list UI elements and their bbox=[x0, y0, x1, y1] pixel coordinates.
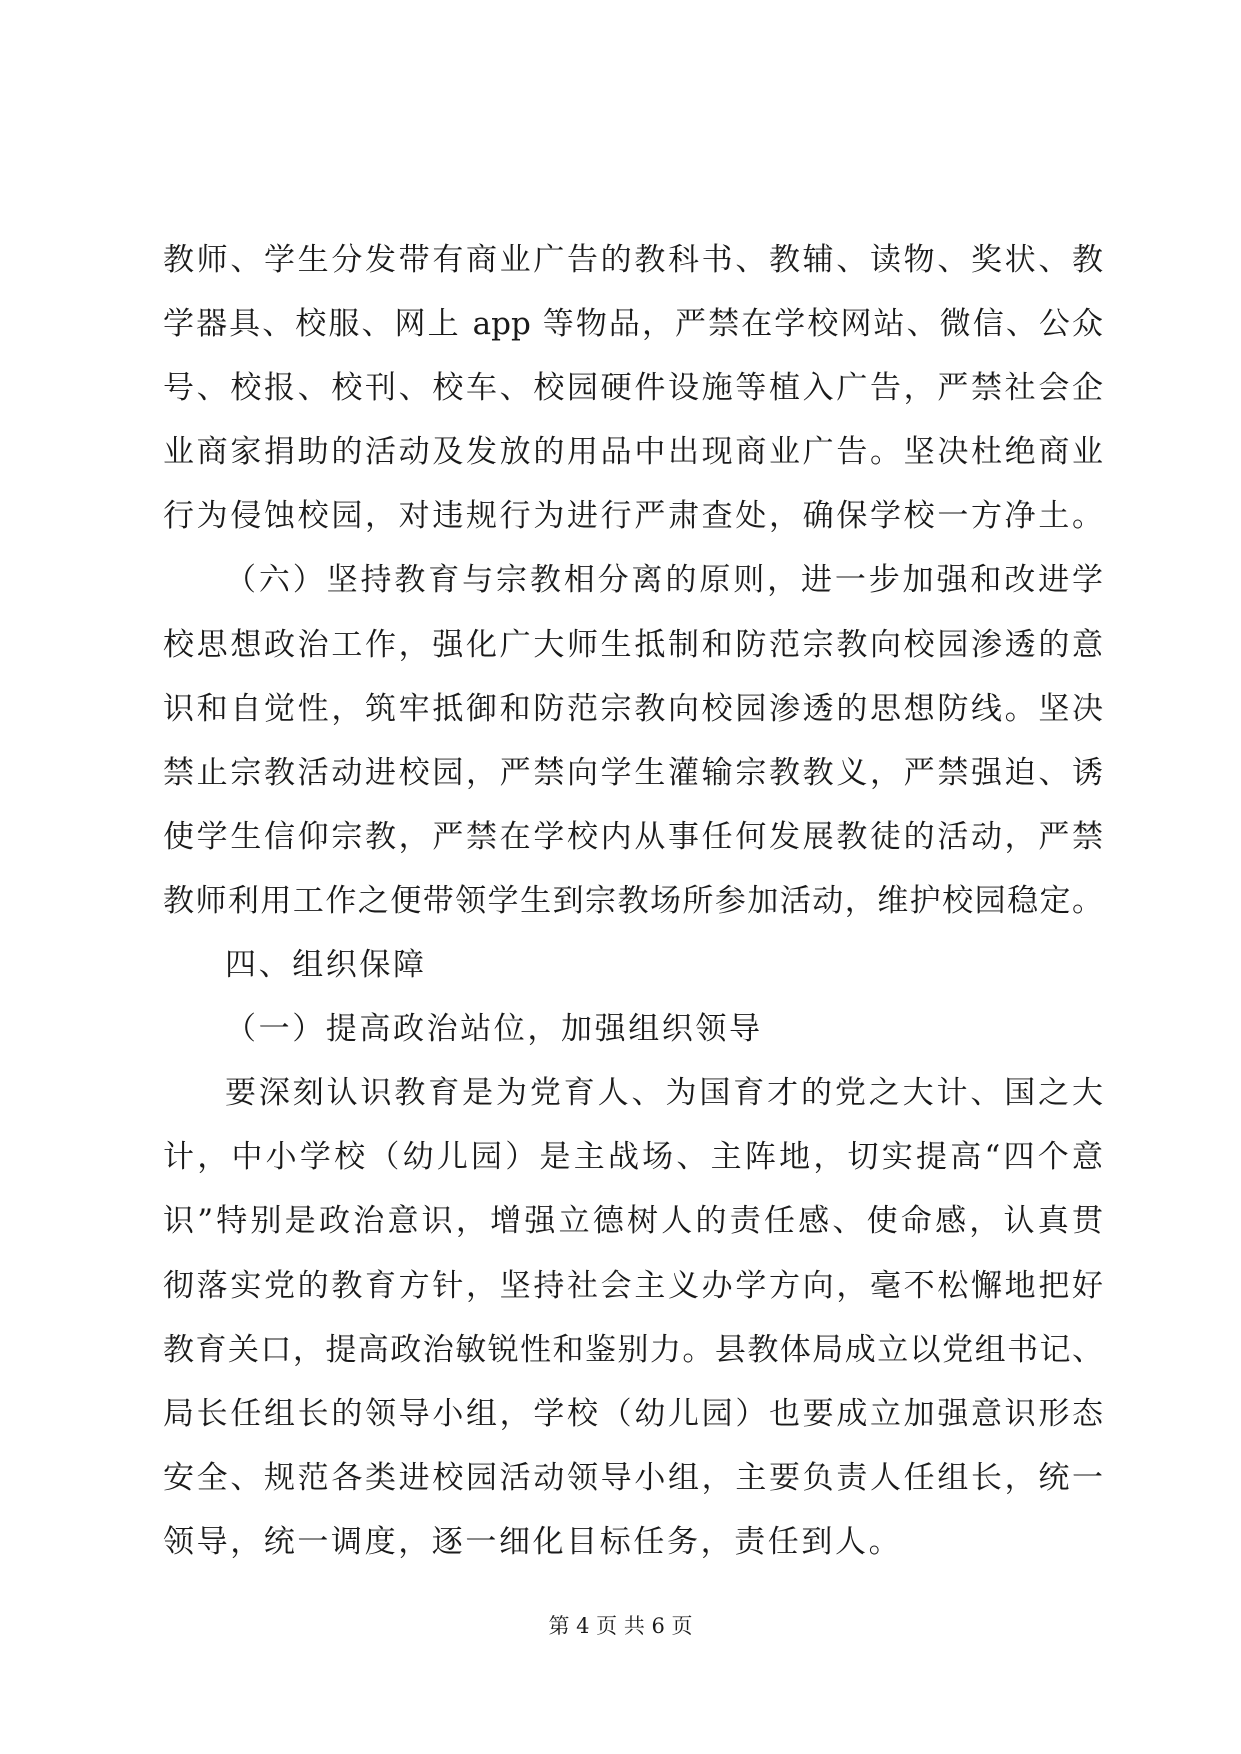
text-line: 安全、规范各类进校园活动领导小组，主要负责人任组长，统一 bbox=[163, 1459, 1103, 1496]
text-line: 业商家捐助的活动及发放的用品中出现商业广告。坚决杜绝商业 bbox=[163, 434, 1103, 471]
text-line: 计，中小学校（幼儿园）是主战场、主阵地，切实提高“四个意 bbox=[163, 1139, 1103, 1176]
text-line: 行为侵蚀校园，对违规行为进行严肃查处，确保学校一方净土。 bbox=[163, 498, 1103, 535]
text-line: 教师利用工作之便带领学生到宗教场所参加活动，维护校园稳定。 bbox=[163, 882, 1103, 919]
section-6-heading-line: （六）坚持教育与宗教相分离的原则，进一步加强和改进学 bbox=[225, 562, 1103, 599]
section-heading-organization: 四、组织保障 bbox=[225, 947, 427, 984]
text-line: 使学生信仰宗教，严禁在学校内从事任何发展教徒的活动，严禁 bbox=[163, 818, 1103, 855]
text-line: 识和自觉性，筑牢抵御和防范宗教向校园渗透的思想防线。坚决 bbox=[163, 690, 1103, 727]
text-line: 教育关口，提高政治敏锐性和鉴别力。县教体局成立以党组书记、 bbox=[163, 1331, 1103, 1368]
text-line: 学器具、校服、网上 app 等物品，严禁在学校网站、微信、公众 bbox=[163, 306, 1103, 343]
text-line: 校思想政治工作，强化广大师生抵制和防范宗教向校园渗透的意 bbox=[163, 626, 1103, 663]
text-line: 教师、学生分发带有商业广告的教科书、教辅、读物、奖状、教 bbox=[163, 242, 1103, 278]
body-text bbox=[163, 228, 1103, 1574]
text-line: 识”特别是政治意识，增强立德树人的责任感、使命感，认真贯 bbox=[163, 1203, 1103, 1240]
text-line: 领导，统一调度，逐一细化目标任务，责任到人。 bbox=[163, 1523, 903, 1560]
text-line: 彻落实党的教育方针，坚持社会主义办学方向，毫不松懈地把好 bbox=[163, 1267, 1103, 1304]
text-line: 局长任组长的领导小组，学校（幼儿园）也要成立加强意识形态 bbox=[163, 1395, 1103, 1432]
paragraph-first-line: 要深刻认识教育是为党育人、为国育才的党之大计、国之大 bbox=[225, 1075, 1103, 1112]
subsection-heading-1: （一）提高政治站位，加强组织领导 bbox=[225, 1011, 763, 1048]
text-line: 号、校报、校刊、校车、校园硬件设施等植入广告，严禁社会企 bbox=[163, 370, 1103, 407]
page-number-footer: 第 4 页 共 6 页 bbox=[548, 1614, 693, 1638]
text-line: 禁止宗教活动进校园，严禁向学生灌输宗教教义，严禁强迫、诱 bbox=[163, 754, 1103, 791]
